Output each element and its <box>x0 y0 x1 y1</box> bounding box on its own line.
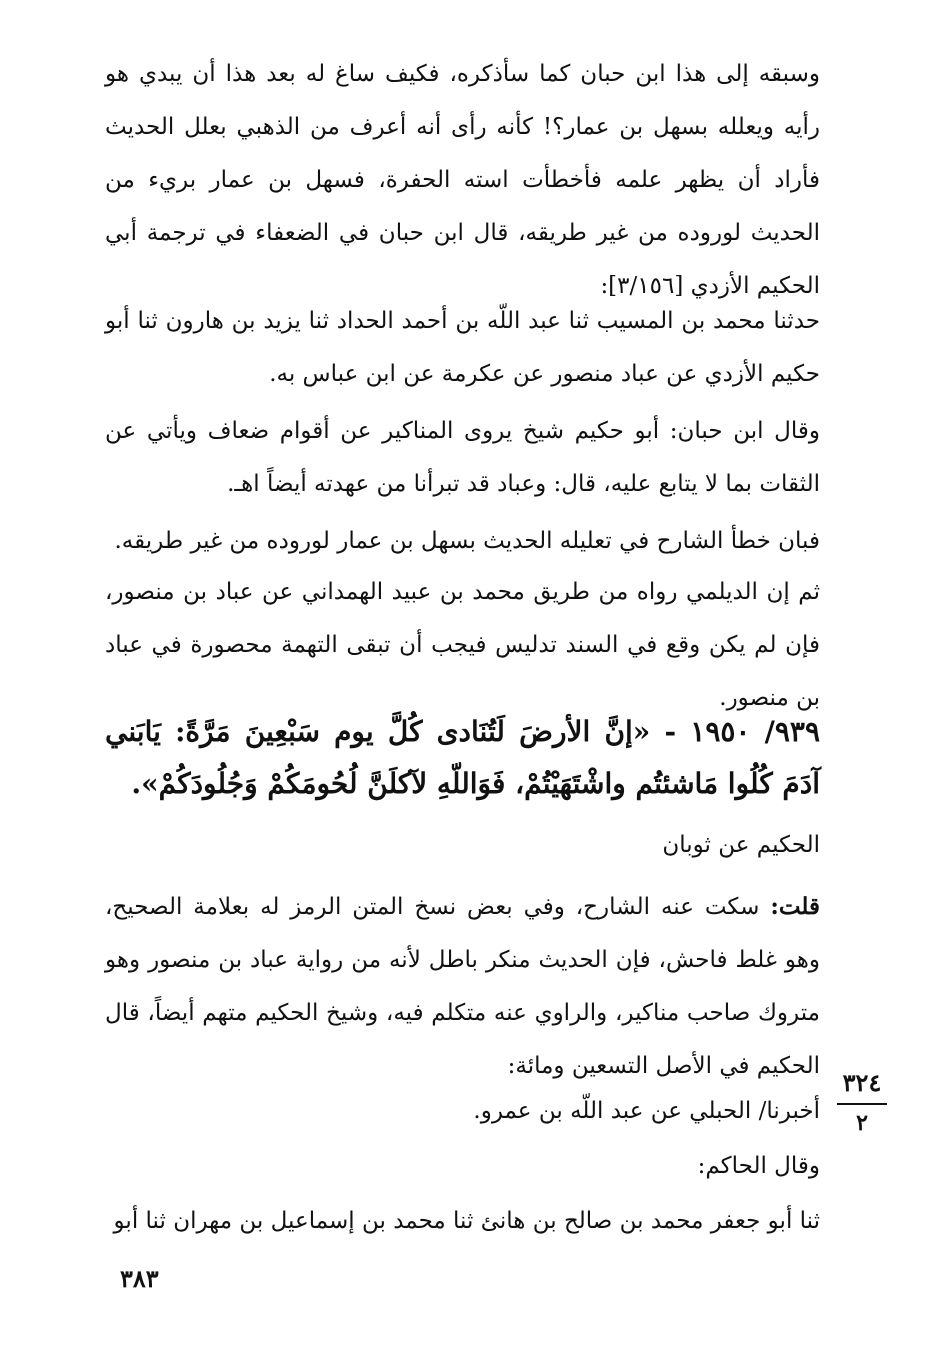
paragraph-conclusion <box>105 515 820 568</box>
margin-reference-part: ٢ <box>856 1110 868 1136</box>
paragraph-hakim-said <box>105 1140 820 1193</box>
hadith-source: الحكيم عن ثوبان <box>662 832 820 858</box>
paragraph-hakim-isnad <box>105 1195 820 1248</box>
paragraph-text: فبان خطأ الشارح في تعليله الحديث بسهل بن عمار لوروده من غير طريقه. <box>114 528 820 554</box>
paragraph-text: ثنا أبو جعفر محمد بن صالح بن هانئ ثنا محمد بن إسماعيل بن مهران ثنا أبو <box>113 1208 820 1234</box>
paragraph-text: وقال الحاكم: <box>697 1153 820 1179</box>
commentary-text: سكت عنه الشارح، وفي بعض نسخ المتن الرمز له بعلامة الصحيح، وهو غلط فاحش، فإن الحديث منكر باطل لأنه من رواية عباد بن منصور وهو متروك صاحب مناكير، والراوي عنه متكلم فيه، وشيخ الحكيم متهم أيضاً، قال الحكيم في الأصل التسعين ومائة: <box>105 894 820 1079</box>
paragraph-text: وقال ابن حبان: أبو حكيم شيخ يروى المناكير عن أقوام ضعاف ويأتي عن الثقات بما لا يتابع عليه، قال: وعباد قد تبرأنا من عهدته أيضاً اهـ. <box>105 418 820 497</box>
hadith-text: «إنَّ الأرضَ لَتُنَادى كُلَّ يوم سَبْعِينَ مَرَّةً: يَابَني آدَمَ كُلُوا مَاشئتُم واشْتَهَيْتُمْ، فَوَاللّهِ لآكلَنَّ لُحُومَكُمْ وَجُلُودَكُمْ». <box>105 715 820 800</box>
paragraph-text: وسبقه إلى هذا ابن حبان كما سأذكره، فكيف ساغ له بعد هذا أن يبدي هو رأيه ويعلله بسهل بن عمار؟! كأنه رأى أنه أعرف من الذهبي بعلل الحديث فأراد أن يظهر علمه فأخطأت استه الحفرة، فسهل بن عمار بريء من الحديث لوروده من غير طريقه، قال ابن حبان في الضعفاء في ترجمة أبي الحكيم الأزدي [٣/١٥٦]: <box>105 61 820 299</box>
paragraph-text <box>105 880 820 1093</box>
hadith-entry <box>105 706 820 810</box>
paragraph-akhbarana <box>105 1085 820 1138</box>
paragraph-ibn-hibban-precedent <box>105 48 820 313</box>
margin-reference-page: ٣٢٤ <box>842 1068 882 1097</box>
paragraph-daylami <box>105 566 820 725</box>
paragraph-commentary <box>105 880 820 1093</box>
hadith-number: ٩٣٩/ ١٩٥٠ - <box>664 715 820 748</box>
paragraph-text: حدثنا محمد بن المسيب ثنا عبد اللّه بن أحمد الحداد ثنا يزيد بن هارون ثنا أبو حكيم الأزدي عن عباد منصور عن عكرمة عن ابن عباس به. <box>105 308 820 387</box>
paragraph-text: أخبرنا/ الحبلي عن عبد اللّه بن عمرو. <box>473 1098 820 1124</box>
paragraph-text: ثم إن الديلمي رواه من طريق محمد بن عبيد الهمداني عن عباد بن منصور، فإن لم يكن وقع في السند تدليس فيجب أن تبقى التهمة محصورة في عباد بن منصور. <box>105 579 820 711</box>
qult-label: قلت: <box>770 893 821 920</box>
page-number: ٣٨٣ <box>120 1264 159 1293</box>
margin-reference-rule <box>837 1103 887 1105</box>
paragraph-ibn-hibban-quote <box>105 405 820 511</box>
paragraph-isnad-ibn-hibban <box>105 295 820 401</box>
margin-reference <box>833 1065 891 1139</box>
